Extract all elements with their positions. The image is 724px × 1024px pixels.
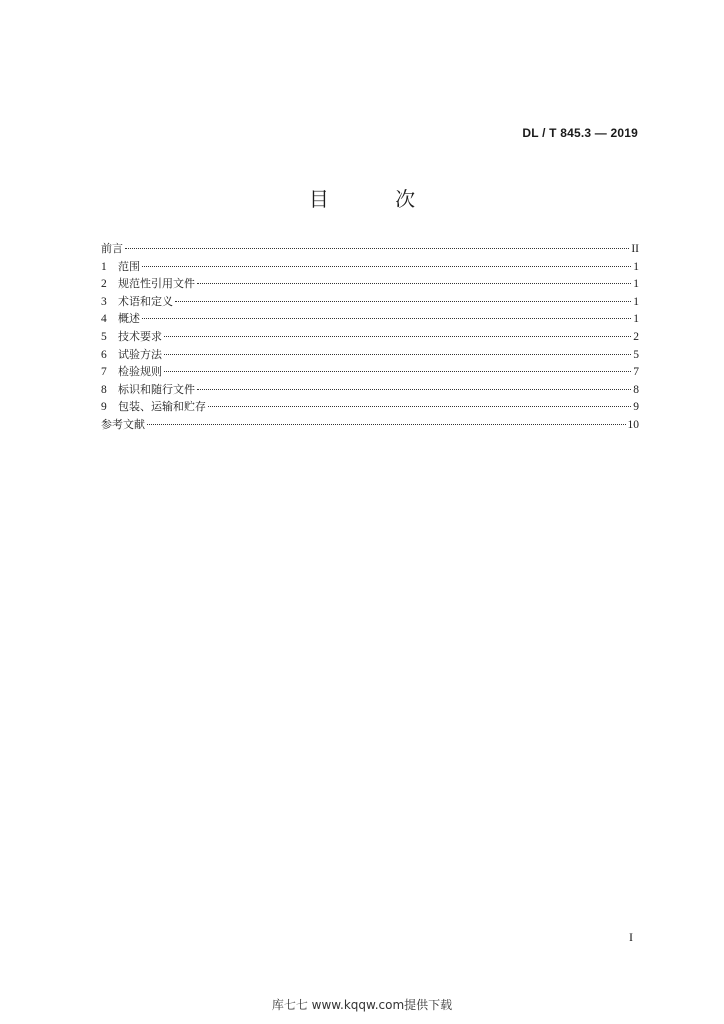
toc-entry[interactable]: [101, 381, 639, 399]
toc-entry[interactable]: [101, 240, 639, 258]
toc-entry-page: 1: [633, 260, 639, 273]
toc-entry-title: 试验方法: [118, 347, 162, 361]
standard-number: DL / T 845.3 — 2019: [522, 126, 638, 140]
toc-entry-page: 8: [633, 383, 639, 396]
toc-entry-title: 标识和随行文件: [118, 382, 195, 396]
toc-entry-page: 9: [633, 401, 639, 414]
toc-dot-leader: [142, 265, 631, 267]
toc-entry-title: 检验规则: [118, 365, 162, 379]
page-number: I: [629, 930, 633, 944]
toc-dot-leader: [208, 405, 631, 407]
toc-entry[interactable]: [101, 310, 639, 328]
toc-entry-title: 包装、运输和贮存: [118, 400, 206, 414]
toc-entry-title: 概述: [118, 312, 140, 326]
toc-entry-page: 1: [633, 295, 639, 308]
table-of-contents: [101, 240, 639, 434]
toc-entry-page: 2: [633, 330, 639, 343]
toc-entry-number: 2: [101, 278, 107, 291]
toc-entry[interactable]: [101, 363, 639, 381]
toc-entry[interactable]: [101, 398, 639, 416]
toc-dot-leader: [164, 335, 631, 337]
toc-entry-title: 前言: [101, 242, 123, 255]
toc-entry-title: 技术要求: [118, 329, 162, 343]
toc-entry[interactable]: [101, 275, 639, 293]
toc-dot-leader: [197, 388, 631, 390]
toc-entry[interactable]: [101, 416, 639, 434]
toc-entry-number: 7: [101, 366, 107, 379]
toc-dot-leader: [197, 282, 631, 284]
toc-entry-page: 10: [627, 418, 639, 431]
toc-entry-page: 1: [633, 278, 639, 291]
toc-entry-title: 规范性引用文件: [118, 277, 195, 291]
toc-entry-title: 范围: [118, 259, 140, 273]
toc-entry-number: 5: [101, 330, 107, 343]
toc-dot-leader: [142, 317, 631, 319]
toc-dot-leader: [164, 370, 631, 372]
toc-dot-leader: [125, 247, 629, 249]
toc-dot-leader: [147, 423, 626, 425]
toc-entry-number: 9: [101, 401, 107, 414]
toc-entry-page: II: [631, 243, 639, 255]
toc-entry-number: 4: [101, 313, 107, 326]
toc-entry-number: 1: [101, 260, 107, 273]
toc-entry-number: 8: [101, 383, 107, 396]
toc-entry-page: 1: [633, 313, 639, 326]
toc-entry-number: 3: [101, 295, 107, 308]
toc-entry-page: 5: [633, 348, 639, 361]
toc-dot-leader: [164, 353, 631, 355]
toc-entry-number: 6: [101, 348, 107, 361]
footer-watermark: 库七七 www.kqqw.com提供下载: [271, 998, 453, 1012]
toc-entry[interactable]: [101, 293, 639, 311]
toc-entry[interactable]: [101, 258, 639, 276]
toc-dot-leader: [175, 300, 631, 302]
toc-entry[interactable]: [101, 328, 639, 346]
toc-entry-title: 术语和定义: [118, 294, 173, 308]
toc-entry[interactable]: [101, 346, 639, 364]
toc-entry-title: 参考文献: [101, 417, 145, 431]
page-title: 目 次: [308, 187, 446, 211]
toc-entry-page: 7: [633, 366, 639, 379]
